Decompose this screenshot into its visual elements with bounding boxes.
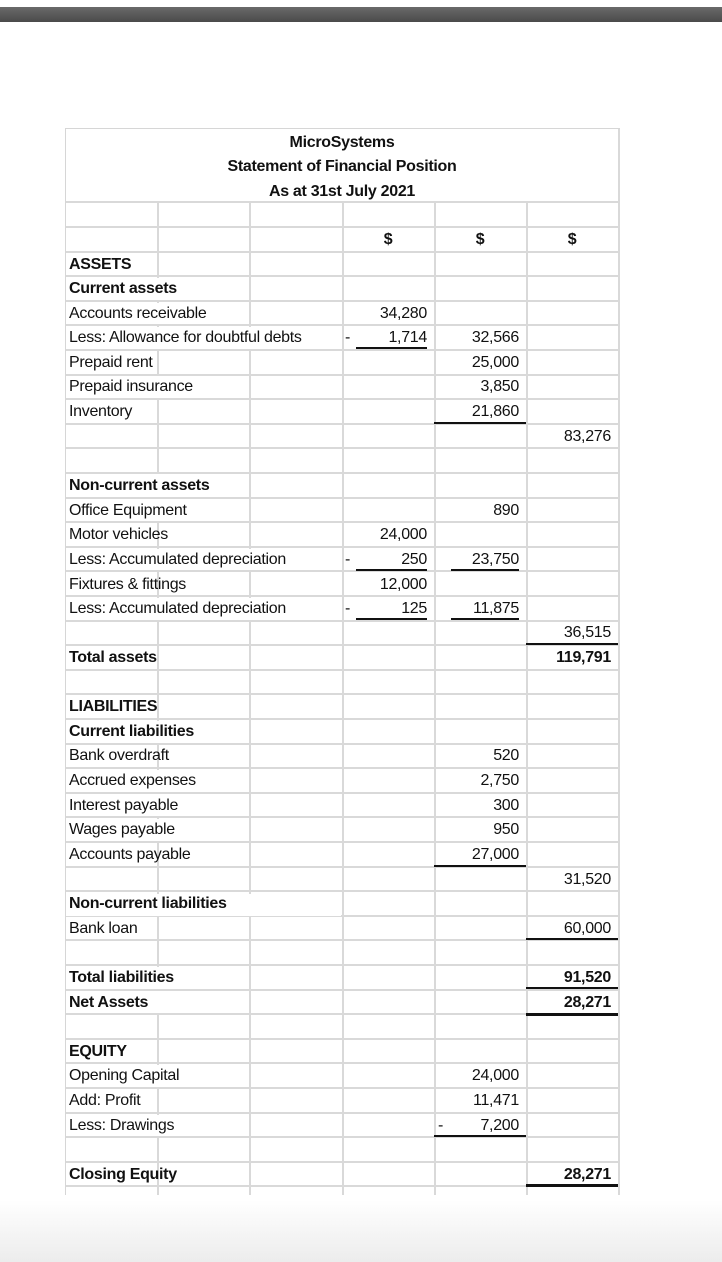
grid-row-line xyxy=(66,226,620,228)
grid-row-line xyxy=(66,275,620,277)
grid-row-line xyxy=(66,767,620,769)
grid-row-line xyxy=(66,1112,620,1114)
value-inventory: 21,860 xyxy=(471,403,519,420)
grid-row-line xyxy=(66,521,620,523)
window-top-band xyxy=(0,7,722,22)
section-heading-equity: EQUITY xyxy=(69,1043,127,1060)
double-underline xyxy=(526,1013,618,1016)
value-fixtures: 12,000 xyxy=(379,576,427,593)
row-label-bank-loan: Bank loan xyxy=(69,920,138,937)
row-label-total-assets: Total assets xyxy=(69,649,157,666)
grid-row-line xyxy=(66,1136,620,1138)
value-wages-payable: 950 xyxy=(493,821,519,838)
value-bank-overdraft: 520 xyxy=(493,747,519,764)
grid-row-line xyxy=(66,620,620,622)
row-label-mv-depreciation: Less: Accumulated depreciation xyxy=(69,551,286,568)
underline xyxy=(526,987,618,989)
statement-date: As at 31st July 2021 xyxy=(268,183,416,200)
section-heading-liabilities: LIABILITIES xyxy=(69,698,158,715)
value-net-receivables: 32,566 xyxy=(471,329,519,346)
grid-row-line xyxy=(66,890,620,892)
value-accounts-payable: 27,000 xyxy=(471,846,519,863)
row-label-motor-vehicles: Motor vehicles xyxy=(69,526,168,543)
subheading-current-assets: Current assets xyxy=(69,280,177,297)
window-top-bar xyxy=(0,0,722,22)
value-motor-vehicles: 24,000 xyxy=(379,526,427,543)
value-total-assets: 119,791 xyxy=(556,649,611,666)
grid-row-line xyxy=(66,251,620,253)
company-name: MicroSystems xyxy=(289,134,395,151)
subheading-noncurrent-liabilities: Non-current liabilities xyxy=(69,895,227,912)
negative-sign: - xyxy=(345,600,351,617)
underline xyxy=(356,347,427,349)
row-label-wages-payable: Wages payable xyxy=(69,821,175,838)
value-mv-net: 23,750 xyxy=(471,551,519,568)
row-label-drawings: Less: Drawings xyxy=(69,1117,175,1134)
underline xyxy=(526,643,618,645)
value-accounts-receivable: 34,280 xyxy=(379,305,427,322)
value-prepaid-insurance: 3,850 xyxy=(480,378,519,395)
row-label-office-equipment: Office Equipment xyxy=(69,502,187,519)
row-label-inventory: Inventory xyxy=(69,403,133,420)
value-interest-payable: 300 xyxy=(493,797,519,814)
grid-row-line xyxy=(66,816,620,818)
column-header-currency: $ xyxy=(567,231,577,248)
row-label-opening-capital: Opening Capital xyxy=(69,1067,180,1084)
negative-sign: - xyxy=(345,551,351,568)
grid-row-line xyxy=(66,964,620,966)
value-total-noncurrent-assets: 36,515 xyxy=(563,624,611,641)
value-mv-depreciation: 250 xyxy=(401,551,427,568)
column-header-currency: $ xyxy=(383,231,393,248)
row-label-prepaid-insurance: Prepaid insurance xyxy=(69,378,193,395)
grid-row-line xyxy=(66,546,620,548)
value-opening-capital: 24,000 xyxy=(471,1067,519,1084)
value-ff-net: 11,875 xyxy=(473,600,519,617)
value-profit: 11,471 xyxy=(473,1092,519,1109)
grid-row-line xyxy=(66,718,620,720)
column-header-currency: $ xyxy=(475,231,485,248)
row-label-prepaid-rent: Prepaid rent xyxy=(69,354,153,371)
row-label-ff-depreciation: Less: Accumulated depreciation xyxy=(69,600,286,617)
value-ff-depreciation: 125 xyxy=(401,600,427,617)
value-accrued-expenses: 2,750 xyxy=(480,772,519,789)
negative-sign: - xyxy=(345,329,351,346)
statement-title: Statement of Financial Position xyxy=(227,158,457,175)
grid-row-line xyxy=(66,1161,620,1163)
grid-col-line xyxy=(249,129,251,1195)
value-net-assets: 28,271 xyxy=(563,994,611,1011)
bottom-shadow xyxy=(0,1200,722,1262)
grid-row-line xyxy=(66,1038,620,1040)
value-total-current-assets: 83,276 xyxy=(563,428,611,445)
negative-sign: - xyxy=(438,1117,444,1134)
grid-row-line xyxy=(66,324,620,326)
grid-row-line xyxy=(66,398,620,400)
row-label-accrued-expenses: Accrued expenses xyxy=(69,772,196,789)
grid-row-line xyxy=(66,1087,620,1089)
row-label-bank-overdraft: Bank overdraft xyxy=(69,747,169,764)
grid-row-line xyxy=(66,595,620,597)
underline xyxy=(434,1135,526,1137)
grid-row-line xyxy=(66,669,620,671)
grid-row-line xyxy=(66,423,620,425)
subheading-current-liabilities: Current liabilities xyxy=(69,723,194,740)
grid-row-line xyxy=(66,570,620,572)
grid-row-line xyxy=(66,349,620,351)
underline xyxy=(451,618,519,620)
grid-col-line xyxy=(618,129,620,1195)
value-total-current-liabilities: 31,520 xyxy=(563,871,611,888)
grid-row-line xyxy=(66,743,620,745)
underline xyxy=(451,569,519,571)
row-label-profit: Add: Profit xyxy=(69,1092,141,1109)
row-label-allowance: Less: Allowance for doubtful debts xyxy=(69,329,302,346)
row-label-accounts-payable: Accounts payable xyxy=(69,846,191,863)
row-label-interest-payable: Interest payable xyxy=(69,797,179,814)
underline xyxy=(434,422,526,424)
grid-col-line xyxy=(342,129,344,1195)
value-office-equipment: 890 xyxy=(493,502,519,519)
grid-col-line xyxy=(434,129,436,1195)
value-bank-loan: 60,000 xyxy=(563,920,611,937)
grid-row-line xyxy=(66,693,620,695)
grid-row-line xyxy=(66,1062,620,1064)
underline xyxy=(356,618,427,620)
grid-row-line xyxy=(66,841,620,843)
subheading-noncurrent-assets: Non-current assets xyxy=(69,477,210,494)
underline xyxy=(526,938,618,940)
underline xyxy=(434,865,526,867)
value-prepaid-rent: 25,000 xyxy=(471,354,519,371)
value-allowance: 1,714 xyxy=(388,329,427,346)
value-closing-equity: 28,271 xyxy=(563,1166,611,1183)
row-label-net-assets: Net Assets xyxy=(69,994,149,1011)
value-total-liabilities: 91,520 xyxy=(563,969,611,986)
double-underline xyxy=(526,1184,618,1187)
row-label-accounts-receivable: Accounts receivable xyxy=(69,305,207,322)
grid-row-line xyxy=(66,447,620,449)
financial-position-sheet xyxy=(65,128,620,1195)
row-label-total-liabilities: Total liabilities xyxy=(69,969,174,986)
grid-row-line xyxy=(66,866,620,868)
value-drawings: 7,200 xyxy=(480,1117,519,1134)
row-label-fixtures: Fixtures & fittings xyxy=(69,576,187,593)
grid-row-line xyxy=(66,300,620,302)
underline xyxy=(356,569,427,571)
section-heading-assets: ASSETS xyxy=(69,256,132,273)
row-label-closing-equity: Closing Equity xyxy=(69,1166,177,1183)
